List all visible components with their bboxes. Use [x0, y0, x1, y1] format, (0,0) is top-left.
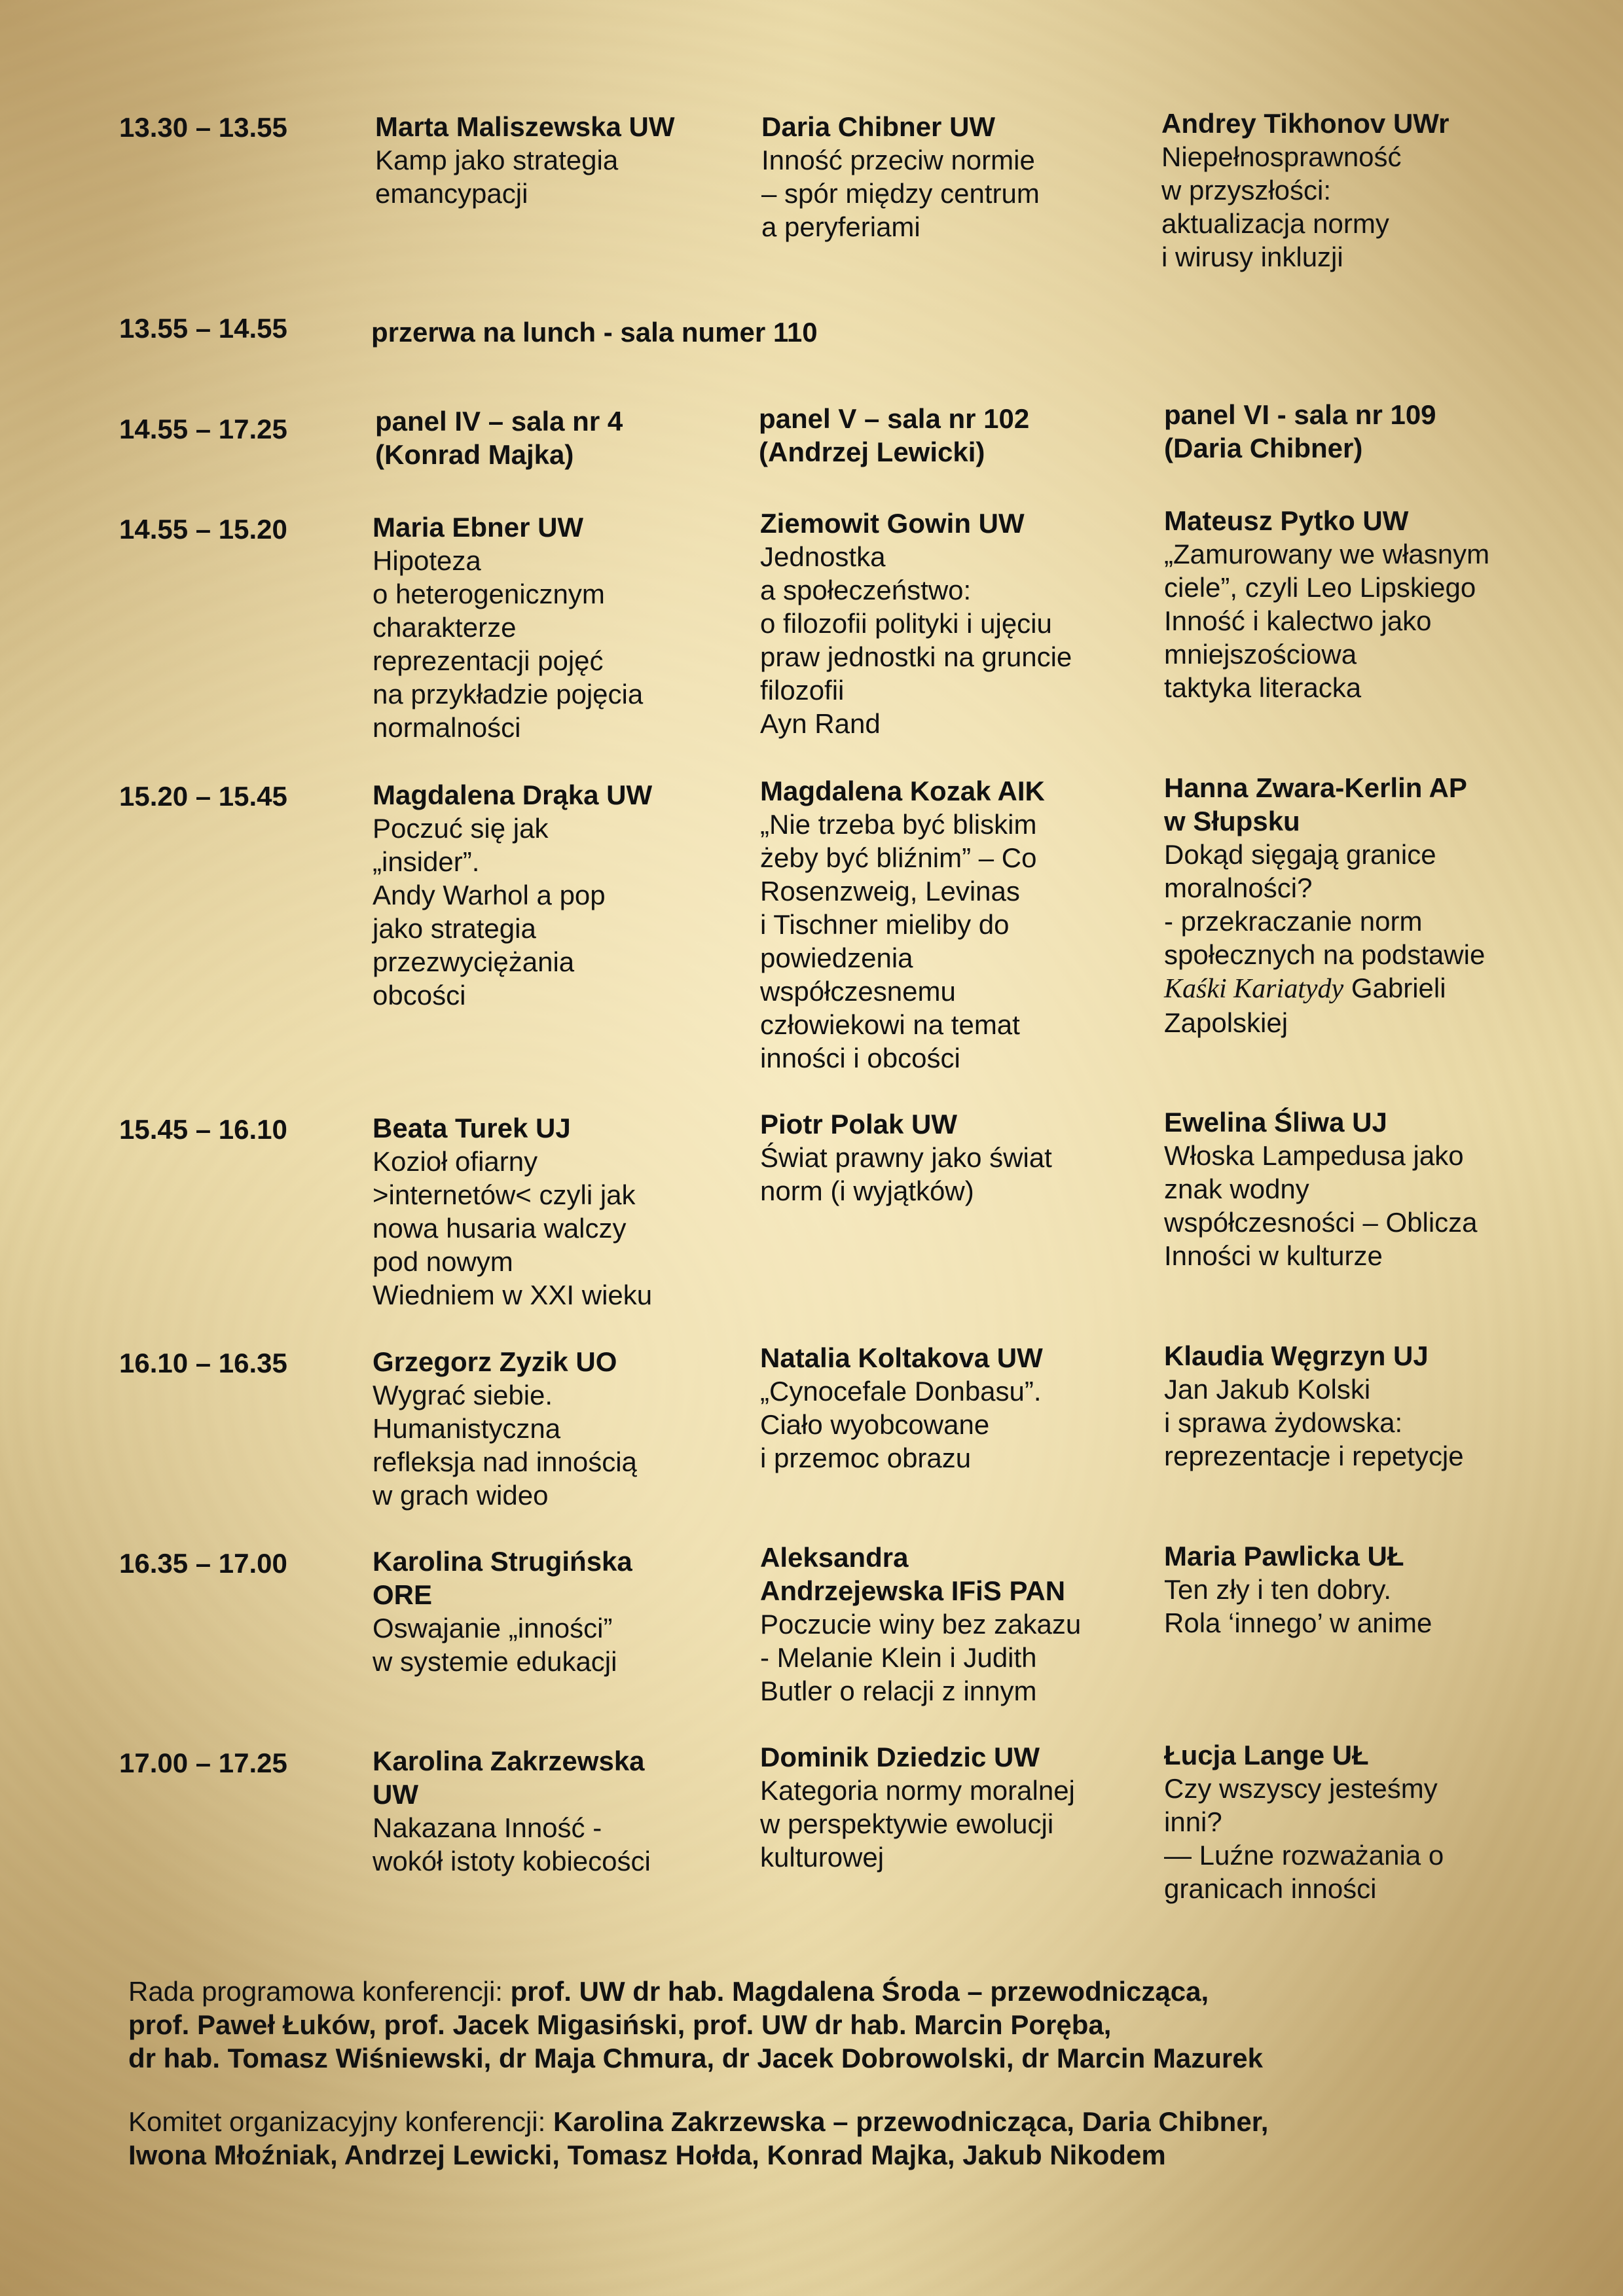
speaker-name: Maria Pawlicka UŁ	[1164, 1541, 1404, 1571]
talk-title: Ten zły i ten dobry. Rola ‘innego’ w anime	[1164, 1574, 1432, 1638]
time-slot: 17.00 – 17.25	[119, 1748, 287, 1778]
time-slot: 15.20 – 15.45	[119, 781, 287, 812]
talk-title: Kozioł ofiarny >internetów< czyli jak nowa husaria walczy pod nowym Wiedniem w XXI wieku	[373, 1146, 653, 1310]
council-members: prof. Paweł Łuków, prof. Jacek Migasiński, prof. UW dr hab. Marcin Poręba,	[128, 2009, 1112, 2040]
talk-cell	[1161, 107, 1554, 274]
talk-cell	[373, 1744, 739, 1878]
speaker-name: Łucja Lange UŁ	[1164, 1740, 1369, 1770]
talk-title: Wygrać siebie. Humanistyczna refleksja nad innością w grach wideo	[373, 1380, 637, 1511]
talk-cell	[1164, 771, 1570, 1039]
council-members: dr hab. Tomasz Wiśniewski, dr Maja Chmura, dr Jacek Dobrowolski, dr Marcin Mazurek	[128, 2043, 1263, 2073]
talk-title: Włoska Lampedusa jako znak wodny współczesności – Oblicza Inności w kulturze	[1164, 1140, 1478, 1271]
speaker-name: Andrey Tikhonov UWr	[1161, 108, 1450, 139]
talk-title: Kamp jako strategia emancypacji	[375, 145, 619, 209]
speaker-name: Ziemowit Gowin UW	[760, 508, 1025, 539]
italic-title: Kaśki Kariatydy	[1164, 974, 1344, 1004]
talk-cell	[760, 507, 1153, 740]
time-slot: 16.35 – 17.00	[119, 1548, 287, 1579]
speaker-name: Natalia Koltakova UW	[760, 1342, 1043, 1373]
council-label: Rada programowa konferencji:	[128, 1976, 511, 2007]
talk-title: Dokąd sięgają granice moralności? - przekraczanie norm społecznych na podstawie Kaśki Kariatydy Gabrieli Zapolskiej	[1164, 839, 1486, 1038]
talk-title: Oswajanie „inności” w systemie edukacji	[373, 1613, 617, 1677]
talk-cell	[373, 1345, 739, 1512]
time-slot: 16.10 – 16.35	[119, 1348, 287, 1378]
speaker-name: Magdalena Drąka UW	[373, 780, 653, 810]
speaker-name: Aleksandra Andrzejewska IFiS PAN	[760, 1542, 1066, 1606]
talk-cell	[373, 1545, 739, 1678]
talk-title: Inność przeciw normie – spór między centrum a peryferiami	[761, 145, 1040, 242]
panel-heading: panel IV – sala nr 4 (Konrad Majka)	[375, 406, 623, 470]
speaker-name: Karolina Zakrzewska UW	[373, 1746, 645, 1810]
speaker-name: Klaudia Węgrzyn UJ	[1164, 1340, 1429, 1371]
speaker-name: Marta Maliszewska UW	[375, 111, 675, 142]
speaker-name: Maria Ebner UW	[373, 512, 584, 543]
talk-title: Poczucie winy bez zakazu - Melanie Klein i Judith Butler o relacji z innym	[760, 1609, 1082, 1706]
talk-cell	[373, 778, 739, 1012]
talk-title: Jan Jakub Kolski i sprawa żydowska: reprezentacje i repetycje	[1164, 1374, 1464, 1471]
speaker-name: Dominik Dziedzic UW	[760, 1742, 1040, 1772]
time-slot: 14.55 – 15.20	[119, 514, 287, 545]
talk-cell	[373, 511, 739, 744]
talk-title: Hipoteza o heterogenicznym charakterze reprezentacji pojęć na przykładzie pojęcia normalności	[373, 545, 644, 743]
talk-title: Nakazana Inność - wokół istoty kobiecości	[373, 1812, 651, 1876]
talk-title: Świat prawny jako świat norm (i wyjątków)	[760, 1142, 1052, 1206]
speaker-name: Hanna Zwara-Kerlin AP w Słupsku	[1164, 772, 1467, 836]
talk-cell	[1164, 1105, 1570, 1272]
talk-cell	[1164, 1339, 1570, 1473]
speaker-name: Daria Chibner UW	[761, 111, 996, 142]
speaker-name: Piotr Polak UW	[760, 1109, 958, 1139]
talk-title: Jednostka a społeczeństwo: o filozofii polityki i ujęciu praw jednostki na gruncie filozofii Ayn Rand	[760, 541, 1072, 739]
talk-cell	[375, 110, 729, 210]
speaker-name: Beata Turek UJ	[373, 1113, 571, 1143]
time-slot: 14.55 – 17.25	[119, 414, 287, 444]
talk-title: Niepełnosprawność w przyszłości: aktualizacja normy i wirusy inkluzji	[1161, 141, 1402, 272]
talk-title: Czy wszyscy jesteśmy inni? — Luźne rozważania o granicach inności	[1164, 1773, 1444, 1904]
speaker-name: Ewelina Śliwa UJ	[1164, 1107, 1387, 1138]
talk-title: Kategoria normy moralnej w perspektywie ewolucji kulturowej	[760, 1775, 1075, 1873]
talk-cell	[373, 1111, 739, 1312]
lunch-break: przerwa na lunch - sala numer 110	[371, 317, 818, 348]
talk-title: Poczuć się jak „insider”. Andy Warhol a pop jako strategia przezwyciężania obcości	[373, 813, 606, 1011]
talk-cell	[760, 1740, 1153, 1874]
speaker-name: Grzegorz Zyzik UO	[373, 1346, 617, 1377]
panel-heading: panel V – sala nr 102 (Andrzej Lewicki)	[759, 403, 1030, 467]
panel-heading: panel VI - sala nr 109 (Daria Chibner)	[1164, 399, 1436, 463]
talk-title: „Zamurowany we własnym ciele”, czyli Leo Lipskiego Inność i kalectwo jako mniejszościowa taktyka literacka	[1164, 539, 1490, 703]
talk-cell	[760, 1541, 1153, 1708]
talk-cell	[1164, 1539, 1570, 1640]
talk-cell	[760, 1341, 1153, 1475]
time-slot: 13.55 – 14.55	[119, 313, 287, 344]
time-slot: 15.45 – 16.10	[119, 1114, 287, 1145]
talk-cell	[760, 1107, 1153, 1208]
time-slot: 13.30 – 13.55	[119, 112, 287, 143]
program-council	[128, 1975, 1569, 2075]
speaker-name: Karolina Strugińska ORE	[373, 1546, 632, 1610]
talk-cell	[761, 110, 1128, 243]
organizing-committee	[128, 2105, 1569, 2172]
speaker-name: Mateusz Pytko UW	[1164, 505, 1409, 536]
committee-label: Komitet organizacyjny konferencji:	[128, 2106, 553, 2137]
council-members: prof. UW dr hab. Magdalena Środa – przewodnicząca,	[510, 1976, 1209, 2007]
talk-title: „Cynocefale Donbasu”. Ciało wyobcowane i przemoc obrazu	[760, 1376, 1042, 1473]
talk-cell	[1164, 1738, 1570, 1905]
speaker-name: Magdalena Kozak AIK	[760, 776, 1045, 806]
talk-cell	[1164, 504, 1570, 704]
committee-members: Iwona Młoźniak, Andrzej Lewicki, Tomasz Hołda, Konrad Majka, Jakub Nikodem	[128, 2140, 1166, 2170]
committee-members: Karolina Zakrzewska – przewodnicząca, Daria Chibner,	[553, 2106, 1269, 2137]
talk-cell	[760, 774, 1153, 1075]
talk-title: „Nie trzeba być bliskim żeby być bliźnim” – Co Rosenzweig, Levinas i Tischner mieliby do powiedzenia współczesnemu człowiekowi na temat inności i obcości	[760, 809, 1037, 1073]
